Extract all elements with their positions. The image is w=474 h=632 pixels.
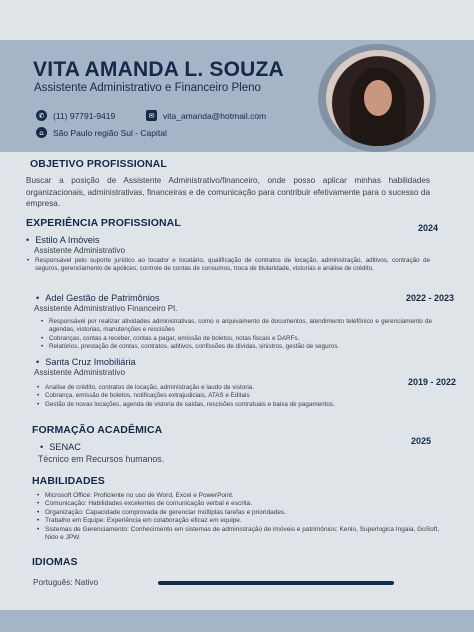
job-bullets: [36, 384, 432, 409]
skills-list: [36, 492, 442, 542]
phone-icon: ✆: [36, 110, 47, 121]
job-bullets: [26, 257, 430, 274]
skills-title: HABILIDADES: [32, 475, 105, 487]
list-item: • Responsável por realizar atividades administrativas, como o arquivamento de documentos, atendimento telefônico e gerenciamento de agendas, vistorias, manutenções e rescisões: [40, 318, 432, 335]
photo-face: [364, 80, 392, 116]
list-item: • Microsoft Office: Proficiente no uso de Word, Excel e PowerPoint.: [36, 492, 442, 500]
list-item: • Gestão de novas locações, agenda de vistoria de saídas, rescisões contratuais e baixa de pagamentos.: [36, 401, 432, 409]
list-item: • Cobranças, contas a receber, contas a pagar, emissão de boletos, notas fiscais e DARFs.: [40, 335, 432, 343]
job-year: 2024: [418, 223, 439, 233]
phone-text: (11) 97791-9419: [53, 110, 116, 121]
objective-text: Buscar a posição de Assistente Administrativo/financeiro, onde posso aplicar minhas habilidades organizacionais, administrativas, financeiras e de comunicação para contribuir efetivamente para o sucesso da empresa.: [26, 176, 430, 208]
language-name: Português: Nativo: [33, 578, 99, 587]
job-bullets: [40, 318, 432, 352]
candidate-role: Assistente Administrativo e Financeiro Pleno: [34, 82, 261, 94]
job-role: Assistente Administrativo: [34, 368, 126, 377]
top-band: [0, 0, 474, 40]
email-text[interactable]: vita_amanda@hotmail.com: [163, 110, 267, 121]
list-item: • Organização: Capacidade comprovada de gerenciar múltiplas tarefas e prioridades.: [36, 509, 442, 517]
list-item: • Sistemas de Gerenciamento: Conhecimento em sistemas de administração de imóveis e patrimônios: Kenlo, Superlogica Ingaia, GoSoft, Nido e JPW.: [36, 526, 442, 543]
list-item: • Cobrança, emissão de boletos, notificações extrajudiciais, ATAS e Editais: [36, 392, 432, 400]
job-year: 2022 - 2023: [406, 293, 455, 303]
list-item: • Analise de crédito, contratos de locação, administração e laudo de vistoria.: [36, 384, 432, 392]
profile-photo: [326, 50, 430, 146]
education-course: Técnico em Recursos humanos.: [38, 454, 165, 464]
location-text: São Paulo região Sul - Capital: [53, 127, 167, 138]
experience-title: EXPERIÊNCIA PROFISSIONAL: [26, 217, 181, 229]
list-item: • Trabalho em Equipe: Experiência em colaboração eficaz em equipe.: [36, 517, 442, 525]
contact-location: [36, 127, 167, 138]
candidate-name: VITA AMANDA L. SOUZA: [33, 58, 284, 81]
job-company: • Adel Gestão de Patrimônios: [36, 293, 160, 303]
education-school: • SENAC: [40, 442, 81, 452]
list-item: • Responsável pelo suporte jurídico ao locador e locatário, qualificação de contratos de locação, administração, aditivos, contração de seguros, gerenciamento de apólices, controle de contas de consumos, troca de titularidade, vistorias e análise de crédito.: [26, 257, 430, 274]
language-level-bar: [158, 581, 394, 585]
list-item: • Comunicação: Habilidades excelentes de comunicação verbal e escrita.: [36, 500, 442, 508]
job-company: • Estilo A Imóveis: [26, 235, 100, 245]
languages-title: IDIOMAS: [32, 556, 78, 568]
job-role: Assistente Administrativo Financeiro Pl.: [34, 304, 178, 313]
education-year: 2025: [411, 436, 432, 446]
job-company: • Santa Cruz Imobiliária: [36, 357, 136, 367]
list-item: • Relatórios, prestação de contas, contratos, aditivos, confissões de dívidas, sinistros, gestão de seguros.: [40, 343, 432, 351]
home-icon: ⌂: [36, 127, 47, 138]
job-year: 2019 - 2022: [408, 377, 457, 387]
objective-title: OBJETIVO PROFISSIONAL: [30, 158, 167, 170]
job-role: Assistente Administrativo: [34, 246, 126, 255]
education-title: FORMAÇÃO ACADÊMICA: [32, 424, 163, 436]
contact-phone: [36, 110, 115, 121]
footer-band: [0, 610, 474, 632]
email-icon: ✉: [146, 110, 157, 121]
contact-email[interactable]: [146, 110, 266, 121]
